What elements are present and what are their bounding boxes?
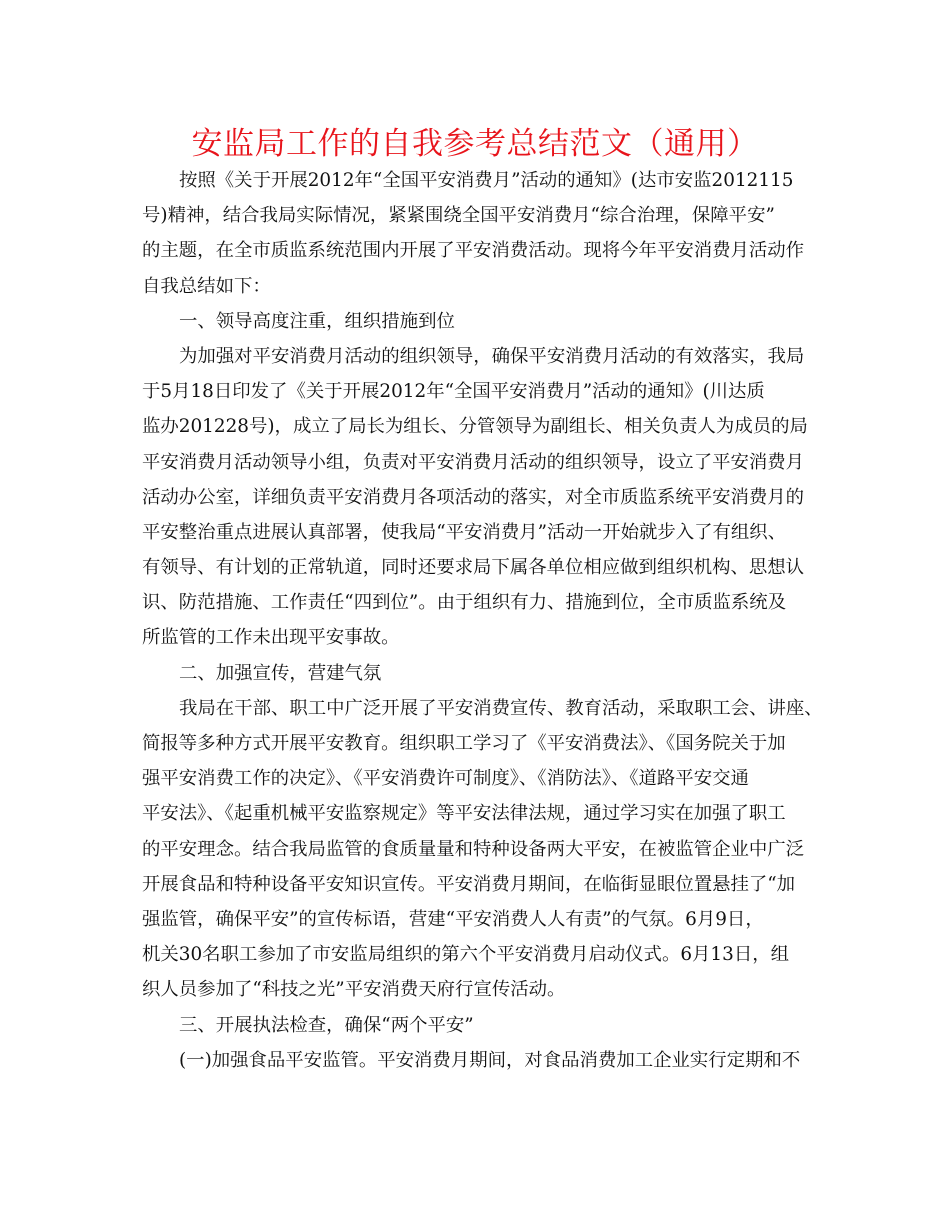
body-text-line: 识、防范措施、工作责任“四到位”。由于组织有力、措施到位，全市质监系统及: [142, 592, 787, 614]
body-text-line: 织人员参加了“科技之光”平安消费天府行宣传活动。: [142, 979, 566, 1001]
body-text-line: 一、领导高度注重，组织措施到位: [179, 310, 455, 332]
body-text-line: 强平安消费工作的决定》、《平安消费许可制度》、《消防法》、《道路平安交通: [142, 768, 749, 790]
body-text-line: 二、加强宣传，营建气氛: [179, 662, 382, 684]
body-text-line: 的主题，在全市质监系统范围内开展了平安消费活动。现将今年平安消费月活动作: [142, 240, 805, 262]
body-text-line: 所监管的工作未出现平安事故。: [142, 627, 400, 649]
body-text-line: 按照《关于开展2012年“全国平安消费月”活动的通知》(达市安监2012115: [179, 170, 794, 191]
body-text-line: 平安整治重点进展认真部署，使我局“平安消费月”活动一开始就步入了有组织、: [142, 521, 787, 543]
body-text-line: 于5月18日印发了《关于开展2012年“全国平安消费月”活动的通知》(川达质: [142, 381, 765, 403]
body-text-line: 开展食品和特种设备平安知识宣传。平安消费月期间，在临街显眼位置悬挂了“加: [142, 873, 796, 895]
body-text-line: 号)精神，结合我局实际情况，紧紧围绕全国平安消费月“综合治理，保障平安”: [142, 205, 775, 227]
body-text-line: (一)加强食品平安监管。平安消费月期间，对食品消费加工企业实行定期和不: [179, 1049, 801, 1071]
body-text-line: 三、开展执法检查，确保“两个平安”: [179, 1014, 474, 1036]
body-text-line: 强监管，确保平安”的宣传标语，营建“平安消费人人有责”的气氛。6月9日，: [142, 908, 764, 930]
body-text-line: 有领导、有计划的正常轨道，同时还要求局下属各单位相应做到组织机构、思想认: [142, 557, 805, 579]
body-text-line: 监办201228号)，成立了局长为组长、分管领导为副组长、相关负责人为成员的局: [142, 416, 808, 438]
body-text-line: 的平安理念。结合我局监管的食质量量和特种设备两大平安，在被监管企业中广泛: [142, 838, 805, 860]
body-text-line: 活动办公室，详细负责平安消费月各项活动的落实，对全市质监系统平安消费月的: [142, 486, 805, 508]
body-text-line: 我局在干部、职工中广泛开展了平安消费宣传、教育活动，采取职工会、讲座、: [179, 697, 823, 719]
body-text-line: 平安法》、《起重机械平安监察规定》等平安法律法规，通过学习实在加强了职工: [142, 803, 786, 825]
body-text-line: 为加强对平安消费月活动的组织领导，确保平安消费月活动的有效落实，我局: [179, 345, 805, 367]
document-title: 安监局工作的自我参考总结范文（通用）: [191, 126, 759, 162]
document-body: [142, 163, 823, 1078]
body-text-line: 自我总结如下：: [142, 275, 271, 297]
body-text-line: 机关30名职工参加了市安监局组织的第六个平安消费月启动仪式。6月13日，组: [142, 944, 790, 966]
body-text-line: 简报等多种方式开展平安教育。组织职工学习了《平安消费法》、《国务院关于加: [142, 733, 786, 754]
body-text-line: 平安消费月活动领导小组，负责对平安消费月活动的组织领导，设立了平安消费月: [142, 451, 805, 473]
